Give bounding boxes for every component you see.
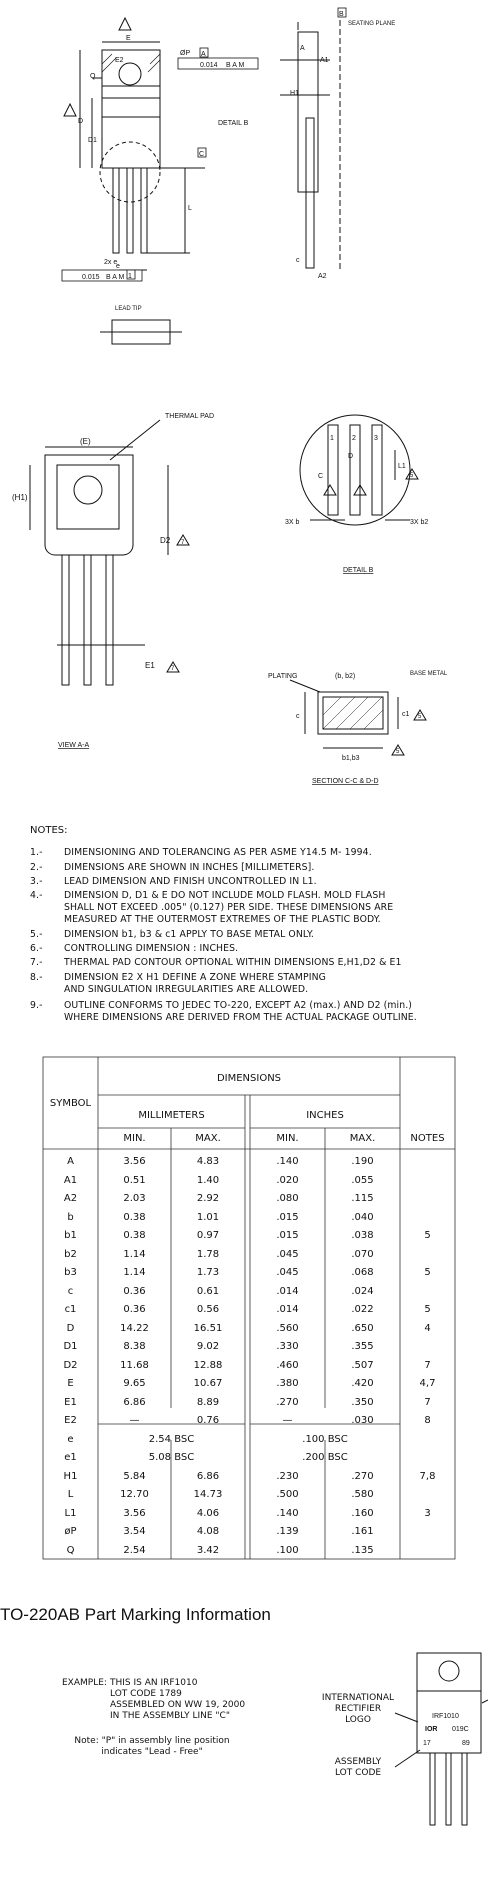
table-cell-mmin: 0.36 — [123, 1304, 146, 1315]
table-cell-note: 7,8 — [419, 1470, 436, 1482]
table-cell-note: 8 — [424, 1415, 431, 1426]
table-cell-imin: .139 — [276, 1526, 299, 1537]
table-cell-sym: A — [67, 1156, 74, 1167]
table-cell-sym: E1 — [64, 1396, 77, 1408]
label-E-paren: (E) — [80, 437, 91, 446]
table-notes-header: NOTES — [410, 1133, 445, 1144]
section-c-label: c — [296, 713, 300, 720]
detail-3x-b: 3X b — [285, 519, 300, 526]
table-cell-imax: .030 — [351, 1415, 374, 1426]
table-cell-mmin: 9.65 — [123, 1378, 146, 1389]
example-line: THIS IS AN IRF1010 — [110, 1678, 198, 1688]
table-cell-mmin: 3.54 — [123, 1526, 146, 1537]
table-cell-sym: D1 — [63, 1341, 78, 1352]
table-cell-mmax — [171, 1449, 245, 1468]
table-cell-imin: .015 — [276, 1211, 299, 1223]
table-cell-mmax: 0.56 — [196, 1304, 220, 1315]
table-cell-mmax: 4.06 — [196, 1507, 220, 1519]
dim-label-E: E — [126, 35, 131, 42]
table-cell-note — [400, 1246, 455, 1265]
base-metal-label: BASE METAL — [410, 671, 448, 677]
table-cell-imax: .055 — [351, 1174, 374, 1186]
table-cell-imin: .460 — [276, 1359, 299, 1371]
datum-b-label: B — [339, 11, 344, 18]
table-cell-imax — [325, 1431, 400, 1450]
table-cell-note: 5 — [424, 1267, 431, 1278]
table-mm-min: MIN. — [123, 1133, 146, 1144]
note-text: DIMENSION E2 X H1 DEFINE A ZONE WHERE STAMPING AND SINGULATION IRREGULARITIES ARE ALLOWED. — [64, 972, 326, 995]
section-c1-label: c1 — [402, 711, 410, 718]
ior-logo: IOR — [425, 1726, 438, 1733]
table-cell-imin: .020 — [276, 1174, 299, 1186]
b-b2-label: (b, b2) — [335, 673, 356, 680]
table-cell-mmin: 0.38 — [123, 1230, 146, 1241]
section-note-5a: 5 — [418, 714, 422, 720]
lead-1: 1 — [128, 273, 132, 280]
table-cell-mmin: 6.86 — [123, 1396, 146, 1408]
table-cell-imin: .380 — [276, 1378, 299, 1389]
table-cell-imin: .045 — [276, 1248, 299, 1260]
example-label: EXAMPLE: — [62, 1678, 107, 1688]
table-cell-imin: .140 — [276, 1507, 299, 1519]
table-in-header: INCHES — [306, 1110, 344, 1121]
dim-label-L: L — [188, 205, 192, 212]
table-cell-imin: .100 — [276, 1544, 299, 1556]
dim-label-A1: A1 — [320, 57, 329, 64]
table-cell-mmax: 1.73 — [196, 1267, 220, 1278]
detail-label-L1: L1 — [398, 463, 406, 470]
table-cell-note: 3 — [424, 1507, 431, 1519]
dim-label-H1: H1 — [290, 90, 299, 97]
section-title: SECTION C-C & D-D — [312, 778, 379, 785]
table-cell-mmax: 6.86 — [196, 1470, 220, 1482]
table-cell-imax: .115 — [351, 1193, 374, 1204]
dim-label-phiP: ØP — [180, 50, 191, 57]
table-mm-header: MILLIMETERS — [138, 1110, 205, 1121]
table-cell-sym: c — [67, 1285, 74, 1297]
note-number: 1.- — [30, 847, 43, 858]
note-text: LEAD DIMENSION AND FINISH UNCONTROLLED IN L1. — [64, 876, 317, 887]
seating-plane-label: SEATING PLANE — [348, 21, 396, 27]
table-cell-mmax: 9.02 — [196, 1341, 220, 1352]
table-cell-mmax: 1.78 — [196, 1248, 220, 1260]
note-number: 4.- — [30, 890, 43, 901]
table-cell-imax: .190 — [351, 1156, 374, 1167]
table-cell-mmin: 5.08 BSC — [148, 1452, 195, 1463]
table-cell-sym: D — [66, 1322, 75, 1334]
dim-label-Q: Q — [90, 73, 96, 80]
table-cell-imin: .015 — [276, 1230, 299, 1241]
table-cell-imin: .014 — [276, 1304, 299, 1315]
example-line: IN THE ASSEMBLY LINE "C" — [110, 1711, 230, 1721]
table-cell-mmax: 12.88 — [193, 1359, 223, 1371]
table-cell-imax: .270 — [351, 1470, 374, 1482]
table-cell-sym: L — [67, 1489, 74, 1500]
table-cell-mmin: — — [129, 1415, 140, 1426]
table-cell-imax: .040 — [351, 1211, 374, 1223]
dim-label-E2: E2 — [115, 57, 124, 64]
datum-a: A — [201, 51, 206, 58]
table-cell-imax: .350 — [351, 1396, 374, 1408]
table-cell-sym: H1 — [63, 1470, 78, 1482]
table-cell-imax: .161 — [351, 1526, 374, 1537]
detail-lead-1: 1 — [330, 435, 334, 442]
table-cell-note — [400, 1172, 455, 1191]
lead-tip-label: LEAD TIP — [115, 306, 142, 312]
table-cell-sym: øP — [64, 1526, 77, 1537]
table-cell-mmax: 4.83 — [196, 1156, 220, 1167]
note-text: CONTROLLING DIMENSION : INCHES. — [64, 943, 239, 954]
table-cell-imax: .355 — [351, 1341, 374, 1352]
table-cell-mmin: 8.38 — [123, 1341, 146, 1352]
table-cell-mmax: 2.92 — [196, 1193, 220, 1204]
fcf2-refs: B A M — [106, 274, 125, 281]
note-number: 6.- — [30, 943, 43, 954]
dim-label-A2: A2 — [318, 273, 327, 280]
table-cell-mmin: 0.51 — [123, 1174, 146, 1186]
table-cell-mmax: 0.97 — [196, 1230, 220, 1241]
table-cell-mmin: 12.70 — [120, 1489, 149, 1500]
note-number: 7.- — [30, 957, 43, 968]
table-cell-note — [400, 1209, 455, 1228]
assembly-lot-label: ASSEMBLY LOT CODE — [334, 1757, 382, 1778]
thermal-pad-label: THERMAL PAD — [165, 413, 215, 420]
table-cell-note: 5 — [424, 1230, 431, 1241]
table-cell-note — [400, 1190, 455, 1209]
table-cell-sym: b1 — [64, 1230, 77, 1241]
note-text: THERMAL PAD CONTOUR OPTIONAL WITHIN DIMENSIONS E,H1,D2 & E1 — [64, 957, 402, 968]
table-cell-mmin: 0.38 — [123, 1211, 146, 1223]
table-cell-note — [400, 1542, 455, 1561]
table-cell-sym: L1 — [64, 1507, 77, 1519]
table-cell-mmax: 1.40 — [196, 1174, 220, 1186]
dim-label-D: D — [78, 118, 84, 125]
table-cell-mmax: 16.51 — [193, 1322, 223, 1334]
table-cell-sym: E — [67, 1378, 74, 1389]
table-cell-imin: .014 — [276, 1285, 299, 1297]
table-cell-sym: e — [67, 1433, 74, 1445]
detail-note-5: 5 — [410, 473, 414, 479]
table-cell-mmin: 5.84 — [123, 1470, 146, 1482]
label-H1-paren: (H1) — [12, 493, 28, 502]
note-text: DIMENSIONS ARE SHOWN IN INCHES [MILLIMETERS]. — [64, 862, 315, 873]
table-cell-imax: .160 — [351, 1507, 374, 1519]
marking-title: TO-220AB Part Marking Information — [0, 1605, 271, 1624]
table-cell-sym: E2 — [64, 1415, 77, 1426]
dim-label-D1: D1 — [88, 137, 97, 144]
table-cell-mmin: 2.54 BSC — [148, 1433, 195, 1445]
table-cell-imin: .080 — [276, 1193, 299, 1204]
table-cell-sym: e1 — [64, 1452, 77, 1463]
note-number: 8.- — [30, 972, 43, 983]
table-cell-imax: .580 — [351, 1489, 374, 1500]
table-cell-note — [400, 1153, 455, 1172]
table-cell-imax: .070 — [351, 1248, 374, 1260]
detail-3x-b2: 3X b2 — [410, 519, 429, 526]
table-cell-mmin: 3.56 — [123, 1507, 146, 1519]
lead-free-note: Note: "P" in assembly line position indicates "Lead - Free" — [74, 1736, 230, 1757]
note-ref-7b: 7 — [171, 666, 175, 672]
note-number: 5.- — [30, 929, 43, 940]
section-note-5b: 5 — [396, 749, 400, 755]
table-cell-sym: A2 — [63, 1193, 78, 1204]
section-b1b3-label: b1,b3 — [342, 755, 360, 762]
detail-label-C: C — [318, 473, 324, 480]
table-cell-mmax: 4.08 — [196, 1526, 220, 1537]
detail-b-callout: DETAIL B — [218, 120, 249, 127]
table-symbol-header: SYMBOL — [49, 1098, 92, 1109]
table-dimensions-header: DIMENSIONS — [216, 1073, 282, 1084]
table-cell-note: 4,7 — [419, 1378, 436, 1389]
label-D2: D2 — [160, 536, 171, 545]
dim-label-e: e — [116, 263, 120, 270]
note-text: DIMENSION b1, b3 & c1 APPLY TO BASE METAL ONLY. — [64, 929, 314, 940]
table-cell-note: 5 — [424, 1304, 431, 1315]
fcf2-value: 0.015 — [82, 274, 100, 281]
detail-b-title: DETAIL B — [343, 567, 374, 574]
table-cell-mmax: 0.61 — [196, 1285, 220, 1297]
table-cell-imax: .650 — [351, 1322, 374, 1334]
detail-lead-2: 2 — [352, 435, 356, 442]
table-cell-note: 4 — [424, 1322, 431, 1334]
table-in-min: MIN. — [276, 1133, 299, 1144]
table-cell-sym: b2 — [64, 1248, 77, 1260]
datum-c: C — [199, 151, 205, 158]
dim-label-c: c — [296, 257, 300, 264]
intl-rectifier-label: INTERNATIONAL RECTIFIER LOGO — [321, 1693, 395, 1725]
table-cell-imax — [325, 1449, 400, 1468]
table-cell-imax: .022 — [351, 1304, 374, 1315]
table-cell-mmin: 2.54 — [123, 1544, 146, 1556]
lot-right-mark: 89 — [462, 1740, 470, 1747]
detail-label-D: D — [348, 453, 354, 460]
table-cell-note — [400, 1449, 455, 1468]
table-cell-note — [400, 1283, 455, 1302]
table-in-max: MAX. — [349, 1133, 376, 1144]
table-cell-sym: A1 — [63, 1174, 78, 1186]
date-code-mark: 019C — [452, 1726, 469, 1733]
label-E1: E1 — [145, 661, 155, 670]
example-line: LOT CODE 1789 — [110, 1689, 182, 1699]
table-cell-mmax: 14.73 — [193, 1489, 223, 1500]
table-cell-note — [400, 1486, 455, 1505]
table-cell-imin: .100 BSC — [302, 1433, 348, 1445]
table-cell-mmin: 2.03 — [123, 1193, 146, 1204]
table-cell-note: 7 — [424, 1359, 431, 1371]
view-a-a-label: VIEW A-A — [58, 742, 90, 749]
table-cell-imax: .507 — [351, 1359, 374, 1371]
table-cell-mmin: 14.22 — [120, 1322, 149, 1334]
table-cell-sym: D2 — [63, 1359, 78, 1371]
table-cell-mmax: 8.89 — [196, 1396, 220, 1408]
table-cell-mmax: 0.76 — [196, 1415, 220, 1426]
note-number: 2.- — [30, 862, 43, 873]
table-cell-imin: .140 — [276, 1156, 299, 1167]
table-cell-sym: c1 — [64, 1304, 77, 1315]
table-cell-imax: .068 — [351, 1267, 374, 1278]
notes-title: NOTES: — [30, 825, 68, 836]
table-cell-imax: .135 — [351, 1544, 374, 1556]
table-cell-note — [400, 1338, 455, 1357]
table-cell-mmin: 1.14 — [123, 1248, 146, 1260]
table-cell-imin: .330 — [276, 1341, 299, 1352]
table-cell-imax: .420 — [351, 1378, 374, 1389]
table-cell-imin: .500 — [276, 1489, 299, 1500]
fcf1-value: 0.014 — [200, 62, 218, 69]
table-cell-mmax: 3.42 — [196, 1544, 220, 1556]
part-number-mark: IRF1010 — [432, 1713, 459, 1720]
table-cell-note — [400, 1431, 455, 1450]
table-cell-imin: .270 — [276, 1396, 299, 1408]
plating-label: PLATING — [268, 673, 298, 680]
table-cell-imax: .024 — [351, 1285, 374, 1297]
table-cell-mmax — [171, 1431, 245, 1450]
table-cell-mmax: 10.67 — [193, 1378, 223, 1389]
fcf1-refs: B A M — [226, 62, 245, 69]
table-mm-max: MAX. — [195, 1133, 221, 1144]
table-cell-imin: — — [282, 1415, 293, 1426]
table-cell-mmin: 1.14 — [123, 1267, 146, 1278]
table-cell-mmin: 11.68 — [120, 1359, 149, 1371]
table-cell-mmax: 1.01 — [196, 1211, 220, 1223]
table-cell-mmin: 3.56 — [123, 1156, 146, 1167]
note-ref-7a: 7 — [181, 540, 185, 546]
note-text: DIMENSION D, D1 & E DO NOT INCLUDE MOLD FLASH. MOLD FLASH SHALL NOT EXCEED .005" (0.127) PER SIDE. THESE DIMENSIONS ARE MEASURED AT THE OUTERMOST EXTREMES OF THE PLASTIC BODY. — [64, 890, 394, 925]
lead-count-2x: 2x e — [104, 259, 118, 266]
dim-label-A: A — [300, 45, 305, 52]
table-cell-note: 7 — [424, 1396, 431, 1408]
table-cell-sym: b — [67, 1211, 74, 1223]
note-number: 9.- — [30, 1000, 43, 1011]
lot-left-mark: 17 — [423, 1740, 431, 1747]
table-cell-imin: .560 — [276, 1322, 299, 1334]
marked-package-drawing — [0, 1650, 488, 1885]
table-cell-mmin: 0.36 — [123, 1285, 146, 1297]
note-text: DIMENSIONING AND TOLERANCING AS PER ASME Y14.5 M- 1994. — [64, 847, 372, 858]
table-cell-imin: .200 BSC — [302, 1452, 348, 1463]
table-cell-sym: b3 — [64, 1267, 77, 1278]
table-cell-imin: .230 — [276, 1470, 299, 1482]
table-cell-imax: .038 — [351, 1230, 374, 1241]
table-cell-sym: Q — [66, 1544, 75, 1556]
table-cell-note — [400, 1523, 455, 1542]
table-cell-imin: .045 — [276, 1267, 299, 1278]
note-number: 3.- — [30, 876, 43, 887]
note-text: OUTLINE CONFORMS TO JEDEC TO-220, EXCEPT A2 (max.) AND D2 (min.) WHERE DIMENSIONS ARE DERIVED FROM THE ACTUAL PACKAGE OUTLINE. — [64, 1000, 417, 1023]
example-line: ASSEMBLED ON WW 19, 2000 — [110, 1700, 246, 1710]
detail-lead-3: 3 — [374, 435, 378, 442]
